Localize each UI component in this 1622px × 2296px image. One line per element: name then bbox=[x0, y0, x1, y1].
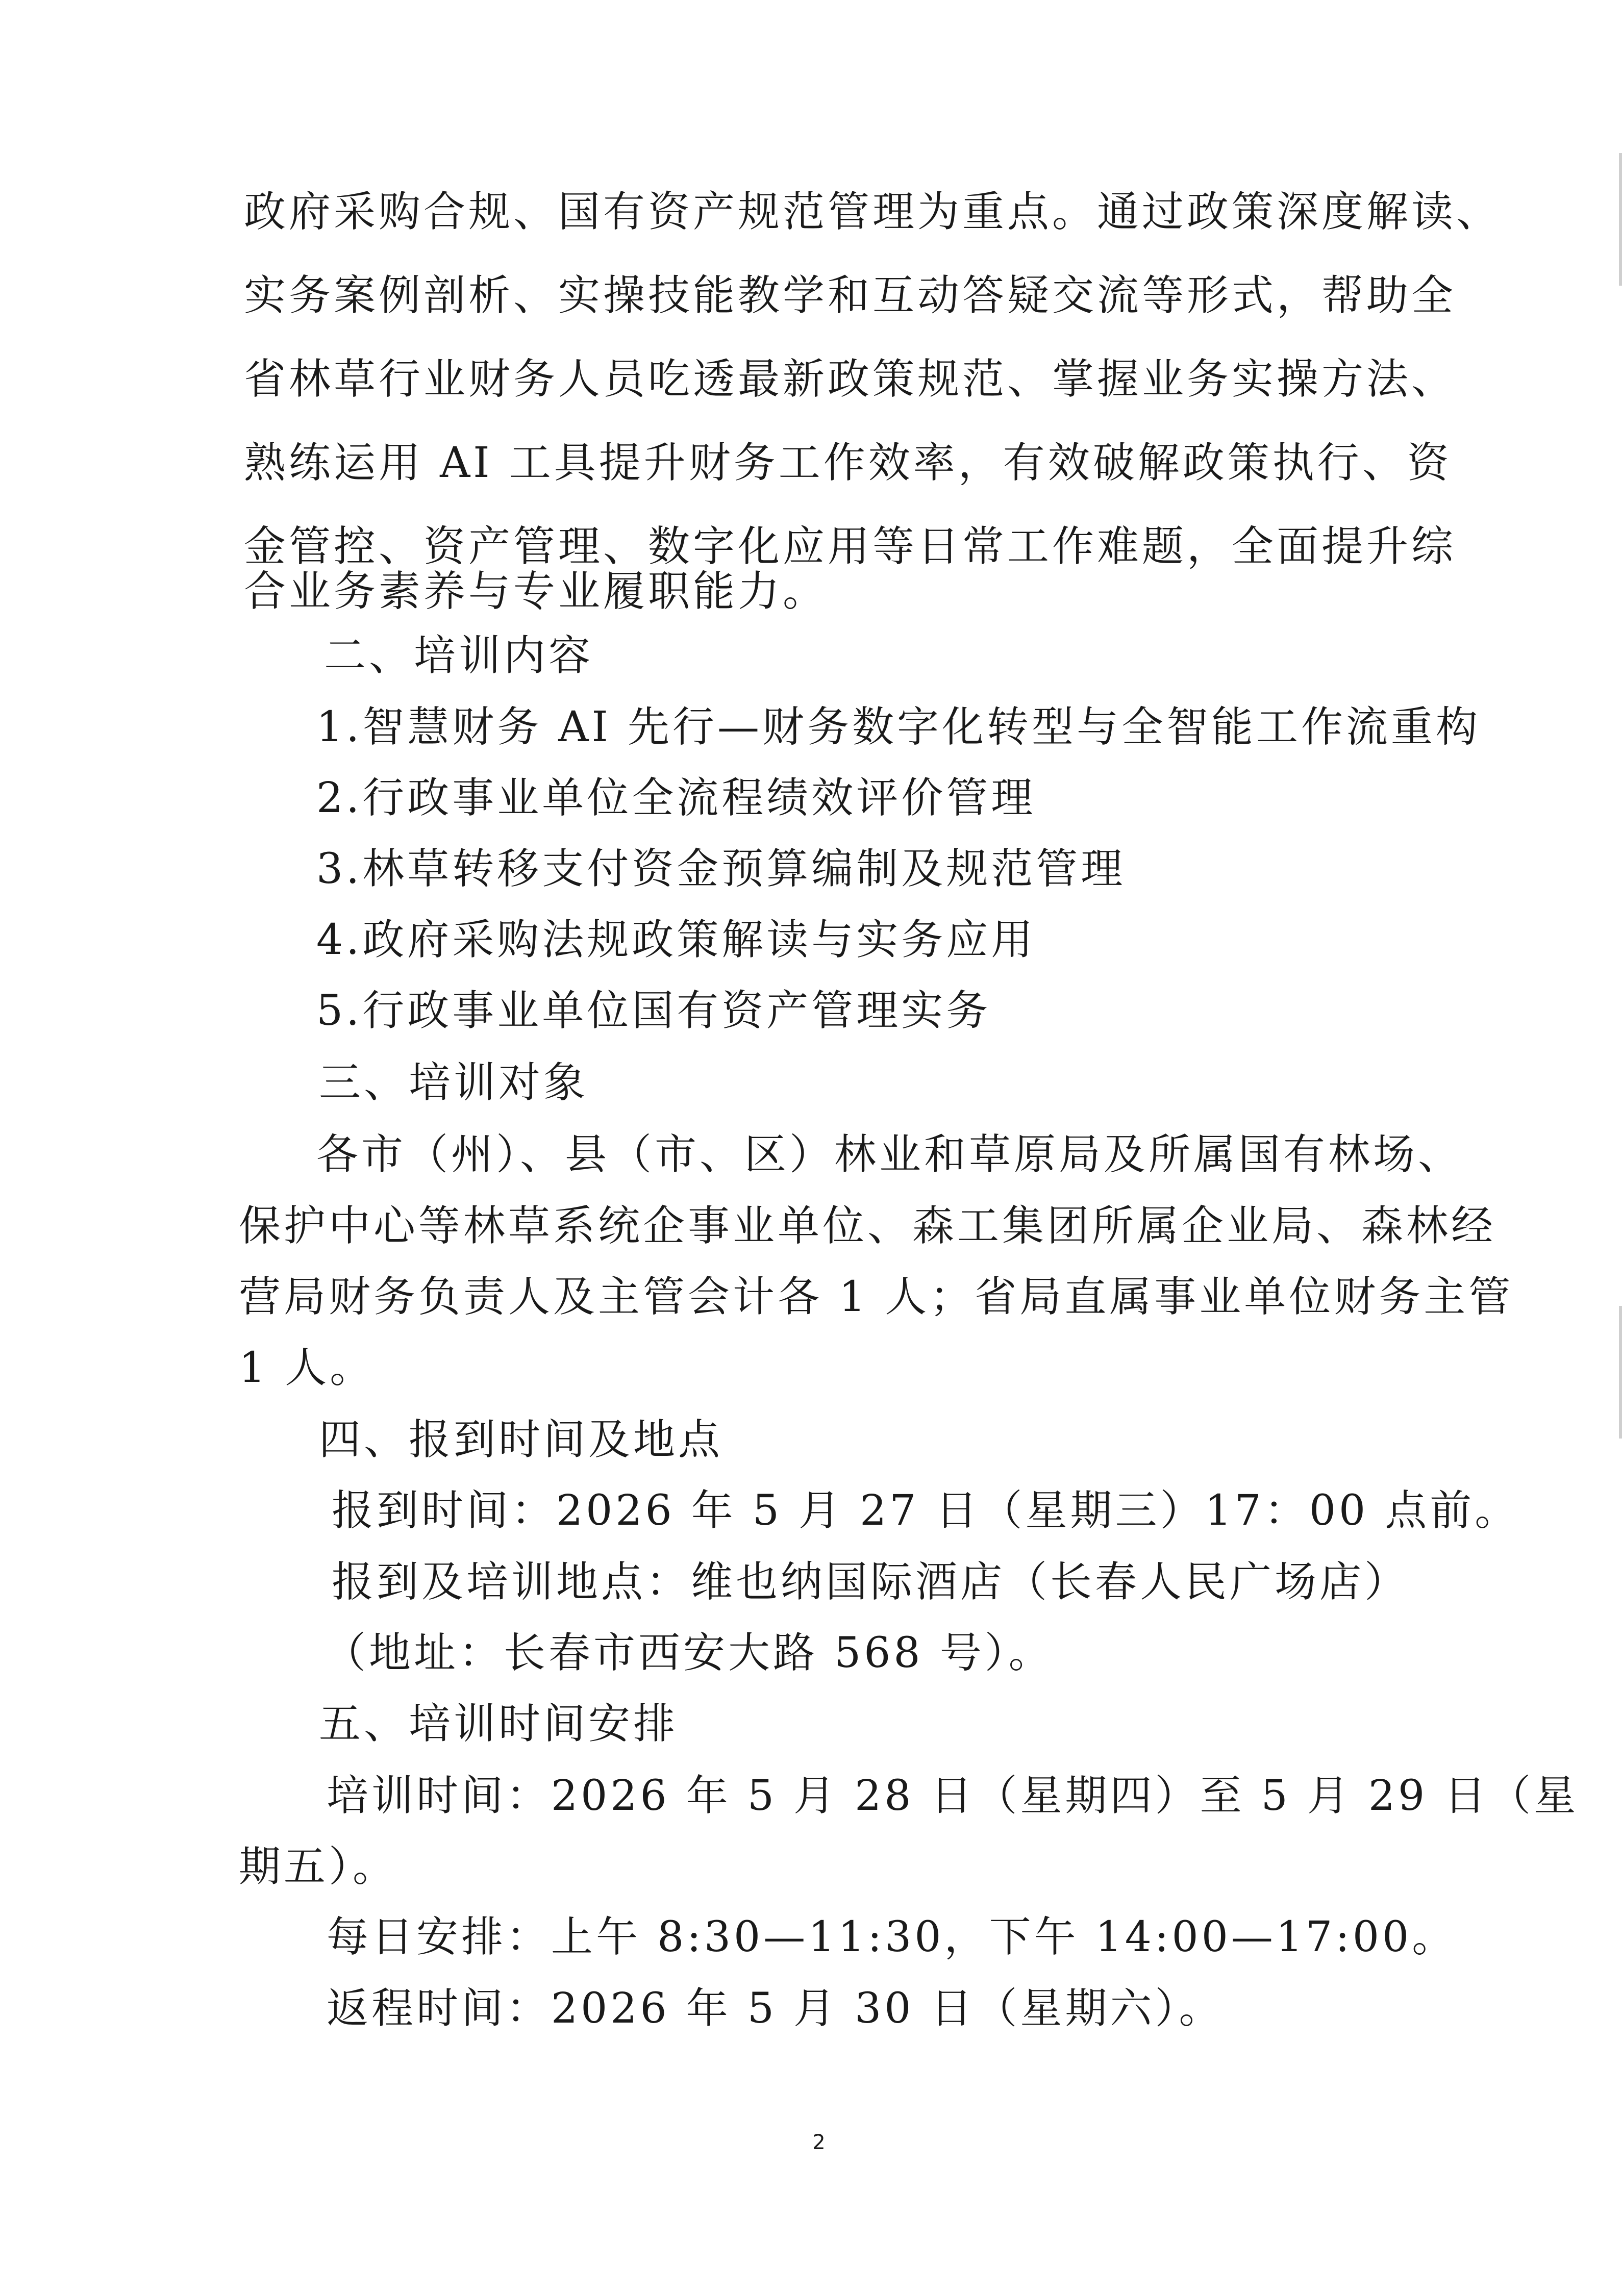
list-item: 1.智慧财务 AI 先行—财务数字化转型与全智能工作流重构 bbox=[316, 703, 1481, 751]
section-heading-training-targets: 三、培训对象 bbox=[319, 1058, 589, 1107]
daily-schedule: 每日安排：上午 8:30—11:30，下午 14:00—17:00。 bbox=[327, 1913, 1457, 1961]
body-text-line: 实务案例剖析、实操技能教学和互动答疑交流等形式，帮助全 bbox=[244, 271, 1457, 320]
list-item: 3.林草转移支付资金预算编制及规范管理 bbox=[316, 845, 1126, 893]
body-text-line: 金管控、资产管理、数字化应用等日常工作难题，全面提升综 bbox=[244, 522, 1457, 571]
body-text-line: 合业务素养与专业履职能力。 bbox=[244, 567, 828, 616]
body-text-line: 熟练运用 AI 工具提升财务工作效率，有效破解政策执行、资 bbox=[244, 439, 1452, 487]
scan-edge-mark bbox=[1619, 153, 1622, 286]
training-dates-continued: 期五）。 bbox=[239, 1843, 398, 1891]
registration-time: 报到时间：2026 年 5 月 27 日（星期三）17：00 点前。 bbox=[332, 1486, 1520, 1535]
body-text-line: 政府采购合规、国有资产规范管理为重点。通过政策深度解读、 bbox=[244, 188, 1502, 236]
section-heading-training-content: 二、培训内容 bbox=[324, 632, 594, 680]
section-heading-registration: 四、报到时间及地点 bbox=[319, 1416, 723, 1464]
body-text-line: 保护中心等林草系统企事业单位、森工集团所属企业局、森林经 bbox=[239, 1202, 1496, 1250]
scan-edge-mark bbox=[1619, 1306, 1622, 1439]
registration-location: 报到及培训地点：维也纳国际酒店（长春人民广场店） bbox=[332, 1558, 1410, 1606]
section-heading-schedule: 五、培训时间安排 bbox=[319, 1700, 679, 1748]
training-dates: 培训时间：2026 年 5 月 28 日（星期四）至 5 月 29 日（星 bbox=[327, 1772, 1579, 1820]
list-item: 5.行政事业单位国有资产管理实务 bbox=[316, 987, 991, 1035]
list-item: 2.行政事业单位全流程绩效评价管理 bbox=[316, 774, 1036, 822]
list-item: 4.政府采购法规政策解读与实务应用 bbox=[316, 916, 1036, 964]
body-text-line: 省林草行业财务人员吃透最新政策规范、掌握业务实操方法、 bbox=[244, 355, 1457, 403]
body-text-line: 营局财务负责人及主管会计各 1 人；省局直属事业单位财务主管 bbox=[239, 1273, 1514, 1321]
page-number: 2 bbox=[812, 2131, 826, 2154]
body-text-line: 1 人。 bbox=[239, 1344, 375, 1392]
body-text-line: 各市（州）、县（市、区）林业和草原局及所属国有林场、 bbox=[316, 1130, 1463, 1179]
return-date: 返程时间：2026 年 5 月 30 日（星期六）。 bbox=[327, 1984, 1224, 2033]
registration-address: （地址：长春市西安大路 568 号）。 bbox=[324, 1629, 1054, 1677]
